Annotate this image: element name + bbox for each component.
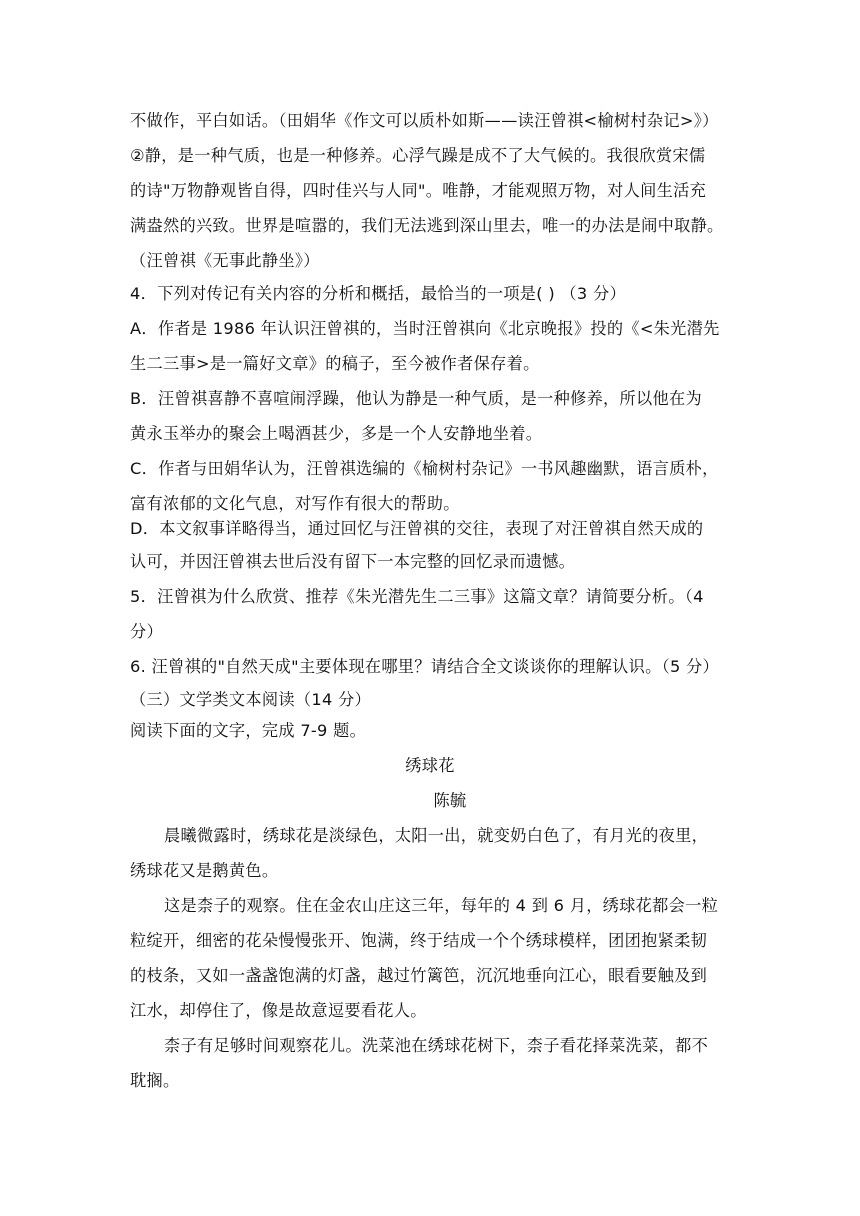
section-3-instruction: 阅读下面的文字，完成 7-9 题。: [130, 721, 367, 740]
quote-2-line-1: ②静，是一种气质，也是一种修养。心浮气躁是成不了大气候的。我很欣赏宋儒: [130, 146, 706, 165]
story-paragraph-2-line-1: 这是柰子的观察。住在金农山庄这三年，每年的 4 到 6 月，绣球花都会一粒: [164, 896, 719, 915]
question-6: 6. 汪曾祺的"自然天成"主要体现在哪里？请结合全文谈谈你的理解认识。（5 分）: [130, 657, 720, 676]
quote-2-line-3: 满盎然的兴致。世界是喧嚣的，我们无法逃到深山里去，唯一的办法是闹中取静。: [130, 216, 724, 235]
quote-1-line-1: 不做作，平白如话。（田娟华《作文可以质朴如斯——读汪曾祺<榆树村杂记>》）: [130, 111, 719, 130]
story-paragraph-2-line-2: 粒绽开，细密的花朵慢慢张开、饱满，终于结成一个个绣球模样，团团抱紧柔韧: [130, 931, 708, 950]
story-paragraph-3-line-1: 柰子有足够时间观察花儿。洗菜池在绣球花树下，柰子看花择菜洗菜，都不: [164, 1036, 709, 1055]
question-4-option-c-line-1: C．作者与田娟华认为，汪曾祺选编的《榆树村杂记》一书风趣幽默，语言质朴，: [130, 459, 719, 478]
section-3-heading: （三）文学类文本阅读（14 分）: [130, 690, 371, 709]
story-paragraph-2-line-4: 江水，却停住了，像是故意逗要看花人。: [130, 1001, 427, 1020]
question-4-option-a-line-2: 生二三事>是一篇好文章》的稿子，至今被作者保存着。: [130, 354, 540, 373]
question-5-line-1: 5．汪曾祺为什么欣赏、推荐《朱光潜先生二三事》这篇文章？请简要分析。（4: [130, 587, 704, 606]
quote-2-line-2: 的诗"万物静观皆自得，四时佳兴与人同"。唯静，才能观照万物，对人间生活充: [130, 181, 707, 200]
story-paragraph-1-line-2: 绣球花又是鹅黄色。: [130, 861, 279, 880]
quote-2-source: （汪曾祺《无事此静坐》）: [130, 251, 320, 270]
story-author: 陈毓: [433, 791, 467, 810]
question-4-option-d-line-1: D．本文叙事详略得当，通过回忆与汪曾祺的交往，表现了对汪曾祺自然天成的: [130, 519, 704, 538]
question-4-option-d-line-2: 认可，并因汪曾祺去世后没有留下一本完整的回忆录而遗憾。: [130, 552, 576, 571]
story-paragraph-1-line-1: 晨曦微露时，绣球花是淡绿色，太阳一出，就变奶白色了，有月光的夜里，: [164, 826, 709, 845]
question-4-option-b-line-2: 黄永玉举办的聚会上喝酒甚少，多是一个人安静地坐着。: [130, 424, 543, 443]
question-4-option-b-line-1: B．汪曾祺喜静不喜喧闹浮躁，他认为静是一种气质，是一种修养，所以他在为: [130, 389, 702, 408]
story-title: 绣球花: [405, 756, 455, 775]
question-4-stem: 4．下列对传记有关内容的分析和概括，最恰当的一项是( ) （3 分）: [130, 284, 626, 303]
story-paragraph-3-line-2: 耽搁。: [130, 1071, 180, 1090]
question-4-option-a-line-1: A．作者是 1986 年认识汪曾祺的，当时汪曾祺向《北京晚报》投的《<朱光潜先: [130, 319, 720, 338]
story-paragraph-2-line-3: 的枝条，又如一盏盏饱满的灯盏，越过竹篱笆，沉沉地垂向江心，眼看要触及到: [130, 966, 708, 985]
question-4-option-c-line-2: 富有浓郁的文化气息，对写作有很大的帮助。: [130, 494, 460, 513]
question-5-line-2: 分）: [130, 622, 163, 641]
